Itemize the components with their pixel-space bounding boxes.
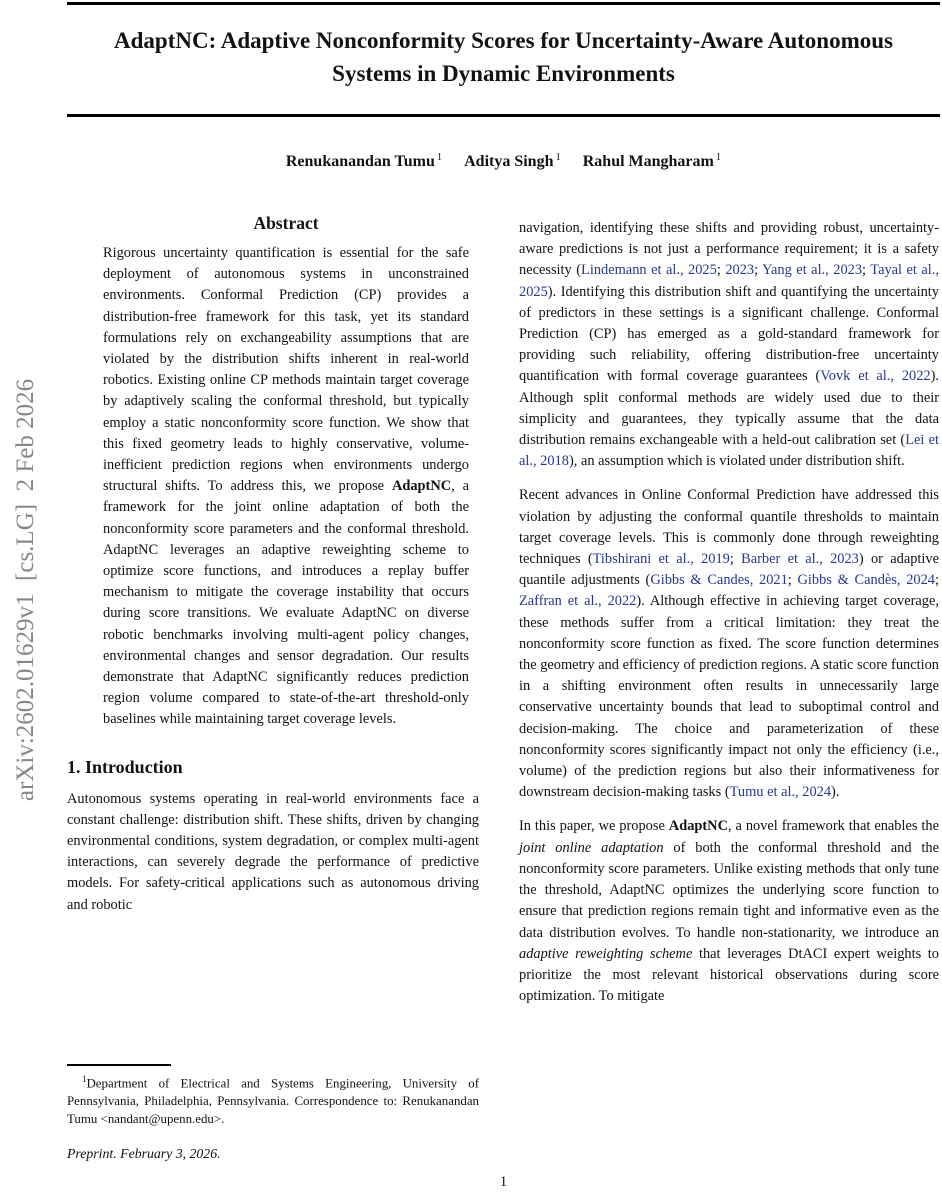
title-rule-top bbox=[67, 2, 940, 5]
citation-link[interactable]: Lei et al., 2018 bbox=[519, 432, 939, 470]
paper-title bbox=[67, 24, 940, 90]
citation-link[interactable]: Tibshirani et al., 2019 bbox=[592, 551, 730, 568]
footnote-rule bbox=[67, 1064, 171, 1066]
citation-link[interactable]: Vovk et al., 2022 bbox=[820, 368, 931, 385]
author-name: Rahul Mangharam $^1$ bbox=[582, 152, 722, 171]
citation-link[interactable]: Lindemann et al., 2025 bbox=[581, 262, 717, 279]
paper-title-line-2: Systems in Dynamic Environments bbox=[332, 61, 675, 86]
author-affiliation-mark: 1 bbox=[555, 152, 561, 163]
footnote-text: $^1$Department of Electrical and Systems Engineering, University of Pennsylvania, Philadelphia, Pennsylvania. Correspondence to: Renukanandan Tumu <nandant@upenn.edu>. bbox=[67, 1074, 479, 1126]
abstract-text: Rigorous uncertainty quantification is essential for the safe deployment of autonomous systems in unconstrained environments. Conformal Prediction (CP) provides a distribution-free framework for this task, yet its standard formulations rely on exchangeability assumptions that are violated by the distribution shifts inherent in real-world robotics. Existing online CP methods maintain target coverage by adaptively scaling the conformal threshold, but typically employ a static nonconformity score function. We show that this fixed geometry leads to highly conservative, volume-inefficient prediction regions when environments undergo structural shifts. To address this, we propose AdaptNC, a framework for the joint online adaptation of both the nonconformity score parameters and the conformal threshold. AdaptNC leverages an adaptive reweighting scheme to optimize score functions, and introduces a replay buffer mechanism to mitigate the coverage instability that occurs during score transitions. We evaluate AdaptNC on diverse robotic benchmarks involving multi-agent policy changes, environmental changes and sensor degradation. Our results demonstrate that AdaptNC significantly reduces prediction region volume compared to state-of-the-art threshold-only baselines while maintaining target coverage levels. bbox=[103, 245, 469, 728]
author-affiliation-mark: 1 bbox=[715, 152, 722, 163]
preprint-note: Preprint. February 3, 2026. bbox=[67, 1145, 221, 1161]
left-column bbox=[67, 213, 479, 916]
body-paragraph: navigation, identifying these shifts and providing robust, uncertainty-aware predictions is not just a performance requirement; it is a safety necessity (Lindemann et al., 2025; 2023; Yang et al., 2023; Tayal et al., 2025). Identifying this distribution shift and quantifying the uncertainty of predictors in these settings is a significant challenge. Conformal Prediction (CP) has emerged as a gold-standard framework for providing such reliability, offering distribution-free uncertainty quantification with formal coverage guarantees (Vovk et al., 2022). Although split conformal methods are widely used due to their simplicity and guarantees, they typically assume that the data distribution remains exchangeable with a held-out calibration set (Lei et al., 2018), an assumption which is violated under distribution shift. bbox=[519, 220, 939, 470]
abstract-section bbox=[103, 213, 469, 731]
abstract-heading: Abstract bbox=[253, 213, 319, 233]
citation-link[interactable]: Gibbs & Candes, 2021 bbox=[650, 572, 788, 589]
citation-link[interactable]: 2023 bbox=[725, 262, 755, 279]
author-affiliation-mark: 1 bbox=[436, 152, 443, 163]
author-list bbox=[67, 152, 940, 171]
footnote bbox=[67, 1064, 479, 1162]
citation-link[interactable]: Tayal et al., 2025 bbox=[519, 262, 939, 300]
citation-link[interactable]: Zaffran et al., 2022 bbox=[519, 593, 637, 610]
body-paragraph: In this paper, we propose AdaptNC, a novel framework that enables the joint online adaptation of both the conformal threshold and the nonconformity score parameters. Unlike existing methods that only tune the threshold, AdaptNC optimizes the underlying score function to ensure that prediction regions remain tight and informative even as the data distribution evolves. To handle non-stationarity, we introduce an adaptive reweighting scheme that leverages DtACI expert weights to prioritize the most relevant historical observations during score optimization. To mitigate bbox=[519, 818, 939, 1005]
author-name: Renukanandan Tumu $^1$ bbox=[285, 152, 443, 171]
body-paragraph: Recent advances in Online Conformal Prediction have addressed this violation by adjusting the conformal quantile thresholds to maintain target coverage levels. This is commonly done through reweighting techniques (Tibshirani et al., 2019; Barber et al., 2023) or adaptive quantile adjustments (Gibbs & Candes, 2021; Gibbs & Candès, 2024; Zaffran et al., 2022). Although effective in achieving target coverage, these methods suffer from a critical limitation: they treat the nonconformity score function as fixed. The score function determines the geometry and efficiency of prediction regions. A static score function in a shifting environment often results in unnecessarily large conservative uncertainty bounds that lead to suboptimal control and decision-making. The choice and parameterization of these nonconformity scores significantly impact not only the efficiency (i.e., volume) of the prediction regions but also their informativeness for downstream decision-making tasks (Tumu et al., 2024). bbox=[519, 487, 939, 801]
title-rule-bottom bbox=[67, 114, 940, 117]
section-heading-introduction: 1. Introduction bbox=[67, 756, 183, 777]
citation-link[interactable]: Gibbs & Candès, 2024 bbox=[797, 572, 935, 589]
citation-link[interactable]: Barber et al., 2023 bbox=[741, 551, 859, 568]
arxiv-watermark: arXiv:2602.01629v1 [cs.LG] 2 Feb 2026 bbox=[12, 378, 39, 802]
intro-paragraph: Autonomous systems operating in real-world environments face a constant challenge: distribution shift. These shifts, driven by changing environmental conditions, system degradation, or complex multi-agent interactions, can severely degrade the performance of predictive models. For safety-critical applications such as autonomous driving and robotic bbox=[67, 790, 479, 913]
citation-link[interactable]: Tumu et al., 2024 bbox=[729, 784, 832, 801]
citation-link[interactable]: Yang et al., 2023 bbox=[762, 262, 863, 279]
author-name: Aditya Singh $^1$ bbox=[464, 152, 561, 171]
paper-title-line-1: AdaptNC: Adaptive Nonconformity Scores for Uncertainty-Aware Autonomous bbox=[114, 28, 893, 53]
page-number: 1 bbox=[499, 1174, 508, 1190]
right-column bbox=[519, 218, 939, 1020]
